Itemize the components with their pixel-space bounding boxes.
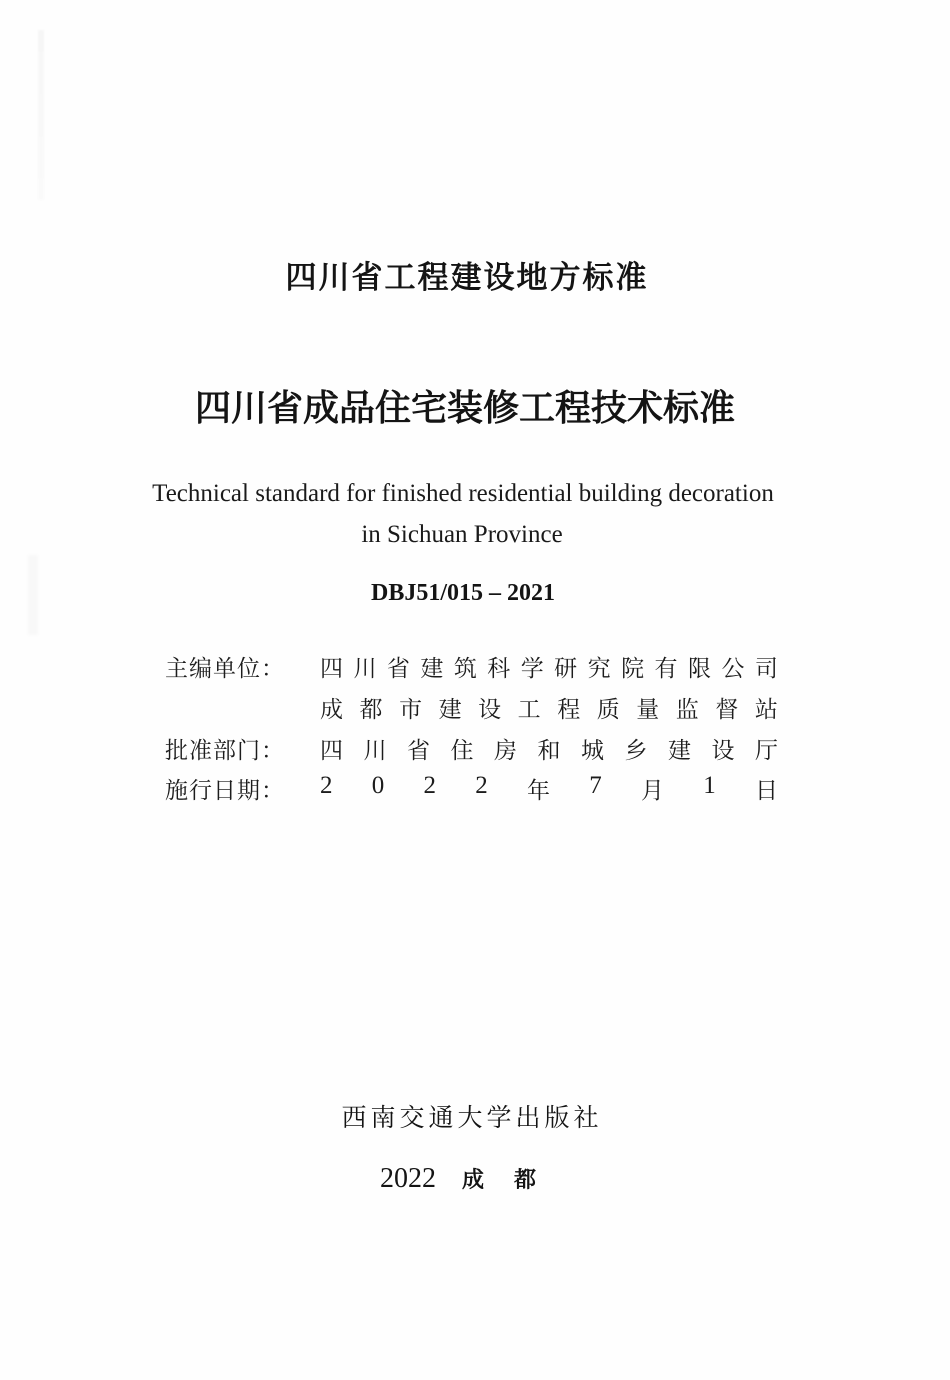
approving-department-row [165,732,780,764]
char: 乡 [624,737,648,764]
char: 限 [687,655,711,682]
char: 筑 [453,655,477,682]
char: 建 [668,737,691,764]
char: 站 [754,696,778,723]
char: 7 [589,771,602,799]
char: 工 [517,696,541,723]
char: 研 [554,655,578,682]
publisher-name: 西南交通大学出版社 [341,1103,603,1132]
char: 2 [475,771,488,799]
char: 公 [721,655,745,682]
char: 和 [537,737,561,764]
char: 四 [320,655,343,682]
char: 科 [487,655,511,682]
chief-editor-row [165,650,780,682]
effective-date-label: 施行日期： [165,777,285,804]
scan-bleed-mark [38,30,44,200]
char: 设 [711,737,735,764]
char: 日 [755,777,778,804]
char: 督 [715,696,739,723]
char: 建 [438,696,462,723]
char: 院 [621,655,645,682]
series-title: 四川省工程建设地方标准 [285,260,649,296]
char: 都 [359,696,383,723]
approving-department-label: 批准部门： [165,737,285,764]
standard-code: DBJ51/015 – 2021 [370,580,555,606]
char: 年 [527,777,550,804]
char: 有 [654,655,678,682]
publication-city: 成都 [461,1168,566,1193]
english-title-line-2: in Sichuan Province [361,521,563,548]
main-title: 四川省成品住宅装修工程技术标准 [194,388,735,429]
char: 省 [386,655,410,682]
approving-department-value [320,732,778,765]
char: 四 [320,737,343,764]
char: 住 [450,737,474,764]
effective-date-value [320,772,778,805]
char: 0 [371,771,385,799]
char: 监 [675,696,699,723]
char: 建 [420,655,444,682]
char: 城 [581,737,604,764]
publication-year: 2022 [379,1163,436,1194]
effective-date-row [165,772,780,804]
char: 房 [494,737,517,764]
publication-line [0,1163,948,1195]
english-title-line-1: Technical standard for finished residential building decoration [152,480,774,507]
char: 究 [587,655,611,682]
char: 省 [407,737,430,764]
char: 量 [636,696,660,723]
char: 川 [363,737,387,764]
char: 2 [423,771,436,799]
char: 质 [596,696,620,723]
char: 司 [754,655,778,682]
char: 程 [557,696,581,723]
char: 设 [478,696,502,723]
chief-editor-label: 主编单位： [165,655,285,682]
char: 川 [353,655,377,682]
char: 学 [520,655,544,682]
char: 2 [320,771,333,799]
char: 市 [399,696,423,723]
chief-editor-row-2 [165,691,780,723]
chief-editor-unit-2 [320,691,778,724]
char: 1 [703,771,716,799]
chief-editor-unit-1 [320,650,778,683]
char: 成 [320,696,343,723]
char: 厅 [755,737,778,764]
char: 月 [641,777,664,804]
